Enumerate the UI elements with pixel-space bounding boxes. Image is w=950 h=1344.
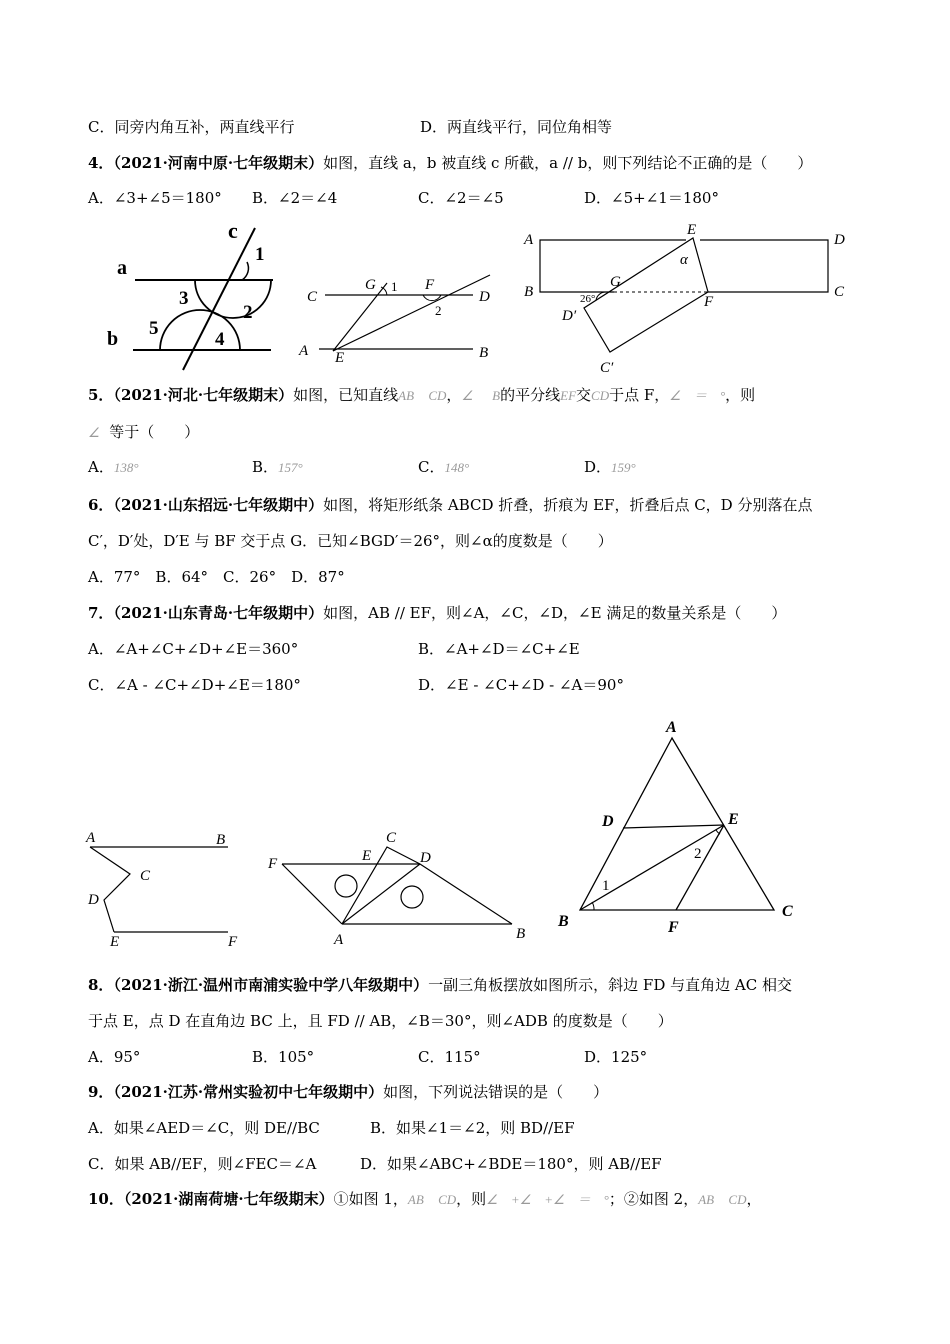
label-g: G <box>365 277 376 293</box>
label-c: c <box>228 220 238 243</box>
q4-source: （2021·河南中原·七年级期末） <box>113 154 324 172</box>
q9-option-b: B．如果∠1＝∠2，则 BD//EF <box>370 1119 575 1137</box>
label-b: B <box>479 345 489 361</box>
q5-text-2: ， <box>446 386 462 404</box>
q9-option-a: A．如果∠AED＝∠C，则 DE//BC <box>88 1119 320 1137</box>
q9-option-c: C．如果 AB//EF，则∠FEC＝∠A <box>88 1155 317 1173</box>
q5-text-4: 交 <box>576 386 592 404</box>
label-c: C <box>386 830 397 846</box>
q6-source: （2021·山东招远·七年级期中） <box>113 496 324 514</box>
rect-right-part <box>700 240 828 292</box>
q9-option-d: D．如果∠ABC+∠BDE＝180°，则 AB//EF <box>360 1155 662 1173</box>
label-c-prime: C′ <box>600 360 614 376</box>
label-2: 2 <box>694 846 702 862</box>
arc-1 <box>381 287 387 295</box>
q7-option-c: C．∠A - ∠C+∠D+∠E＝180° <box>88 676 301 694</box>
q7-option-a: A．∠A+∠C+∠D+∠E＝360° <box>88 640 299 658</box>
q5-text-1: 如图，已知直线 <box>293 386 399 404</box>
q5-text-3: 的平分线 <box>500 386 561 404</box>
label-b: B <box>516 926 526 942</box>
label-26deg: 26° <box>580 293 596 305</box>
label-a: a <box>117 257 127 279</box>
label-3: 3 <box>179 288 189 309</box>
q6-stem-line-1 <box>88 494 812 516</box>
q9-stem: 如图，下列说法错误的是（ ） <box>383 1083 609 1101</box>
q8-figure <box>262 822 532 950</box>
q10-number: 10． <box>88 1190 124 1208</box>
label-a: A <box>334 932 344 948</box>
q9-source: （2021·江苏·常州实验初中七年级期中） <box>113 1083 384 1101</box>
q5-option-c: C．148° <box>418 458 470 476</box>
label-d: D <box>834 232 845 248</box>
q8-option-a: A．95° <box>88 1048 141 1066</box>
q7-figure <box>80 822 250 950</box>
q8-option-b: B．105° <box>252 1048 315 1066</box>
q8-option-d: D．125° <box>584 1048 648 1066</box>
label-2: 2 <box>435 303 442 318</box>
q10-stem-line <box>88 1188 761 1211</box>
label-e: E <box>362 848 372 864</box>
q7-number: 7． <box>88 604 114 622</box>
label-1: 1 <box>391 279 398 294</box>
label-c: C <box>140 868 151 884</box>
q8-stem-line-2: 于点 E，点 D 在直角边 BC 上，且 FD // AB，∠B＝30°，则∠ADB 的度数是（ ） <box>88 1012 673 1030</box>
q5-option-a: A．138° <box>88 458 139 476</box>
q7-option-b: B．∠A+∠D＝∠C+∠E <box>418 640 580 658</box>
circle-left <box>335 875 357 897</box>
line-fa <box>282 864 342 924</box>
q3-option-c: C．同旁内角互补，两直线平行 <box>88 118 295 136</box>
q10-formula-cd-2: CD <box>728 1192 747 1207</box>
label-1: 1 <box>602 878 610 894</box>
label-b: b <box>107 328 119 350</box>
label-d: D <box>88 892 99 908</box>
q10-formula-sum: ∠ +∠ +∠ ＝ ° <box>486 1192 609 1207</box>
q5-formula-cd-2: CD <box>591 388 610 403</box>
label-b: B <box>216 832 226 848</box>
polyline-acde <box>90 847 130 932</box>
q5-figure <box>295 265 505 370</box>
q5-formula-b: B <box>492 388 501 403</box>
label-a: A <box>299 343 309 359</box>
q3-option-d: D．两直线平行，同位角相等 <box>420 118 613 136</box>
q10-formula-ab: AB <box>407 1192 424 1207</box>
q8-source: （2021·浙江·温州市南浦实验中学八年级期中） <box>113 976 429 994</box>
q10-source: （2021·湖南荷塘·七年级期末） <box>123 1190 334 1208</box>
line-ef <box>333 275 490 351</box>
q6-options: A．77° B．64° C．26° D．87° <box>88 568 345 586</box>
q4-option-d: D．∠5+∠1＝180° <box>584 189 719 207</box>
label-e: E <box>335 350 345 366</box>
q10-text-4: ， <box>746 1190 762 1208</box>
q7-stem-line <box>88 602 786 624</box>
q8-number: 8． <box>88 976 114 994</box>
line-eg <box>333 283 387 351</box>
q5-option-b: B．157° <box>252 458 303 476</box>
q4-number: 4． <box>88 154 114 172</box>
q5-formula-ef: EF <box>560 388 577 403</box>
label-b: B <box>558 913 569 930</box>
label-c: C <box>782 903 793 920</box>
q5-formula-cd: CD <box>428 388 447 403</box>
q10-formula-cd: CD <box>438 1192 457 1207</box>
q8-stem-1: 一副三角板摆放如图所示，斜边 FD 与直角边 AC 相交 <box>428 976 792 994</box>
q6-figure <box>518 220 858 380</box>
label-a: A <box>666 719 677 736</box>
q5-formula-ab: AB <box>398 388 415 403</box>
q9-number: 9． <box>88 1083 114 1101</box>
line-be <box>580 825 724 910</box>
q8-option-c: C．115° <box>418 1048 481 1066</box>
q7-source: （2021·山东青岛·七年级期中） <box>113 604 324 622</box>
arc-1 <box>242 262 248 280</box>
label-5: 5 <box>149 318 159 339</box>
q5-source: （2021·河北·七年级期末） <box>113 386 294 404</box>
label-d: D <box>420 850 431 866</box>
q4-option-c: C．∠2＝∠5 <box>418 189 504 207</box>
line-de <box>623 825 724 828</box>
label-c: C <box>834 284 845 300</box>
q6-stem-1: 如图，将矩形纸条 ABCD 折叠，折痕为 EF，折叠后点 C，D 分别落在点 <box>323 496 813 514</box>
q7-stem: 如图，AB // EF，则∠A，∠C，∠D，∠E 满足的数量关系是（ ） <box>323 604 787 622</box>
q5-text-5: 于点 F， <box>609 386 670 404</box>
label-f: F <box>668 919 679 936</box>
label-2: 2 <box>243 302 253 323</box>
q10-text-1: ①如图 1， <box>333 1190 408 1208</box>
q5-text-6: ，则 <box>725 386 756 404</box>
q5-number: 5． <box>88 386 114 404</box>
label-c: C <box>307 289 318 305</box>
q6-stem-line-2: C′，D′处，D′E 与 BF 交于点 G．已知∠BGD′＝26°，则∠α的度数是（ ） <box>88 532 613 550</box>
q4-stem-line <box>88 152 812 174</box>
label-a: A <box>86 830 96 846</box>
q7-option-d: D．∠E - ∠C+∠D - ∠A＝90° <box>418 676 624 694</box>
q10-text-3: ；②如图 2， <box>608 1190 699 1208</box>
q5-option-a-value: 138° <box>113 460 139 475</box>
label-g: G <box>610 274 621 290</box>
q4-stem: 如图，直线 a，b 被直线 c 所截，a // b，则下列结论不正确的是（ ） <box>323 154 813 172</box>
q5-formula-angle: ∠ <box>461 388 474 403</box>
arc-1 <box>592 902 594 910</box>
label-a: A <box>524 232 534 248</box>
label-d: D <box>602 813 614 830</box>
label-e: E <box>728 811 739 828</box>
circle-right <box>401 886 423 908</box>
q5-stem-line <box>88 384 755 407</box>
q8-stem-line-1 <box>88 974 792 996</box>
q5-text-7: 等于（ ） <box>109 423 200 441</box>
label-e: E <box>687 222 697 238</box>
q5-option-d: D．159° <box>584 458 636 476</box>
label-f: F <box>704 294 714 310</box>
q10-formula-ab-2: AB <box>698 1192 715 1207</box>
q4-option-a: A．∠3+∠5＝180° <box>88 189 222 207</box>
q10-text-2: ，则 <box>456 1190 487 1208</box>
arc-3-2 <box>195 280 271 318</box>
label-f: F <box>425 277 435 293</box>
label-4: 4 <box>215 329 225 350</box>
q9-figure <box>548 712 808 944</box>
q5-formula-angle-eq: ∠ ＝ ° <box>669 388 726 403</box>
label-e: E <box>110 934 120 950</box>
q9-stem-line <box>88 1081 608 1103</box>
q4-figure <box>95 220 295 375</box>
label-f: F <box>268 856 278 872</box>
q5-option-d-value: 159° <box>611 460 636 475</box>
label-d: D <box>479 289 490 305</box>
q4-option-b: B．∠2＝∠4 <box>252 189 338 207</box>
q5-formula-angle-2: ∠ <box>88 425 100 440</box>
label-d-prime: D′ <box>562 308 577 324</box>
label-1: 1 <box>255 244 265 265</box>
line-ef <box>676 825 724 910</box>
label-f: F <box>228 934 238 950</box>
q5-option-b-value: 157° <box>278 460 303 475</box>
q6-number: 6． <box>88 496 114 514</box>
q5-stem-line-2 <box>88 421 199 444</box>
label-b: B <box>524 284 534 300</box>
arc-5-4 <box>160 310 240 350</box>
folded-part <box>584 238 708 352</box>
q5-option-c-value: 148° <box>444 460 470 475</box>
label-alpha: α <box>680 252 688 268</box>
